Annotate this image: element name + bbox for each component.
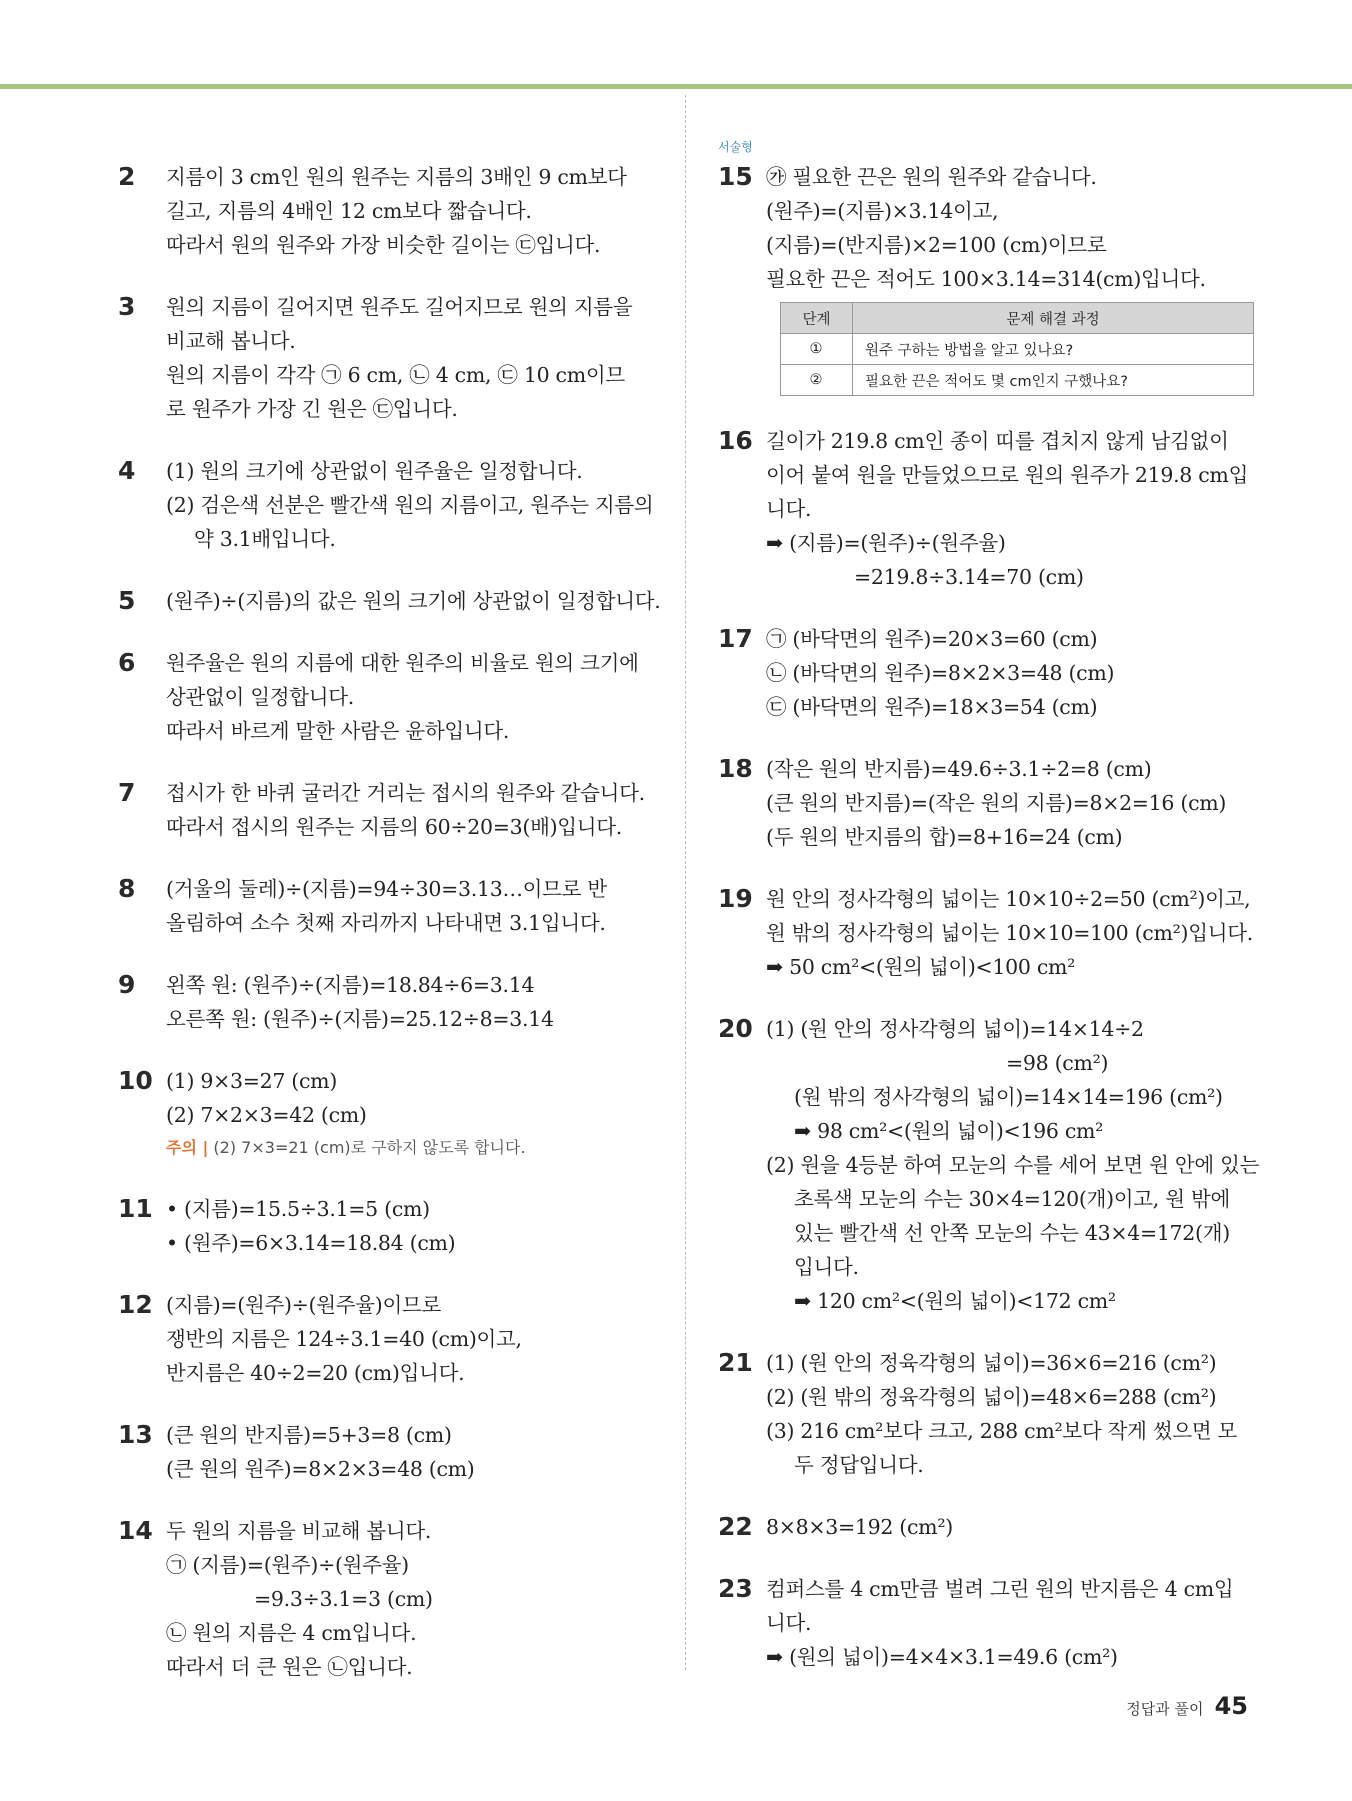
problem-number: 8 — [118, 874, 136, 903]
answer-line: 초록색 모눈의 수는 30×4=120(개)이고, 원 밖에 — [794, 1187, 1230, 1211]
answer-line: ➡ (지름)=(원주)÷(원주율) — [766, 531, 1006, 555]
problem-number: 12 — [118, 1290, 153, 1319]
answer-line: 접시가 한 바퀴 굴러간 거리는 접시의 원주와 같습니다. — [166, 781, 645, 805]
answer-line: 필요한 끈은 적어도 100×3.14=314(cm)입니다. — [766, 267, 1206, 291]
table-cell-step: ① — [781, 334, 853, 365]
answer-line: ㉠ (지름)=(원주)÷(원주율) — [166, 1553, 409, 1577]
table-cell-process: 원주 구하는 방법을 알고 있나요? — [853, 334, 1254, 365]
answer-line: 로 원주가 가장 긴 원은 ㉢입니다. — [166, 397, 458, 421]
answer-line: (1) (원 안의 정사각형의 넓이)=14×14÷2 — [766, 1017, 1144, 1041]
answer-line: 8×8×3=192 (cm²) — [766, 1515, 953, 1539]
table-row — [781, 365, 1254, 396]
top-accent-bar — [0, 84, 1352, 89]
answer-line: (원주)=(지름)×3.14이고, — [766, 199, 999, 223]
answer-line: 원주율은 원의 지름에 대한 원주의 비율로 원의 크기에 — [166, 651, 639, 675]
answer-line: =9.3÷3.1=3 (cm) — [254, 1587, 433, 1611]
problem-16 — [718, 424, 1248, 594]
problem-number: 7 — [118, 778, 136, 807]
problem-number: 19 — [718, 884, 753, 913]
answer-line: (지름)=(반지름)×2=100 (cm)이므로 — [766, 233, 1107, 257]
problem-21 — [718, 1346, 1248, 1482]
answer-line: (큰 원의 원주)=8×2×3=48 (cm) — [166, 1457, 475, 1481]
problem-22 — [718, 1510, 1248, 1544]
answer-line: (큰 원의 반지름)=(작은 원의 지름)=8×2=16 (cm) — [766, 791, 1227, 815]
problem-number: 9 — [118, 970, 136, 999]
problem-20 — [718, 1012, 1260, 1318]
problem-number: 6 — [118, 648, 136, 677]
answer-line: 원 안의 정사각형의 넓이는 10×10÷2=50 (cm²)이고, — [766, 887, 1251, 911]
answer-line: 길이가 219.8 cm인 종이 띠를 겹치지 않게 남김없이 — [766, 429, 1229, 453]
answer-line: (2) 원을 4등분 하여 모눈의 수를 세어 보면 원 안에 있는 — [766, 1153, 1260, 1177]
table-header-step: 단계 — [781, 303, 853, 334]
problem-2 — [118, 160, 658, 262]
answer-line: 두 원의 지름을 비교해 봅니다. — [166, 1519, 432, 1543]
answer-line: 상관없이 일정합니다. — [166, 685, 354, 709]
answer-line: 원의 지름이 길어지면 원주도 길어지므로 원의 지름을 — [166, 295, 633, 319]
answer-line: • (지름)=15.5÷3.1=5 (cm) — [166, 1197, 430, 1221]
answer-line: =219.8÷3.14=70 (cm) — [854, 565, 1084, 589]
problem-11 — [118, 1192, 658, 1260]
answer-line: 비교해 봅니다. — [166, 329, 296, 353]
answer-line: (2) 검은색 선분은 빨간색 원의 지름이고, 원주는 지름의 — [166, 493, 654, 517]
problem-19 — [718, 882, 1253, 984]
answer-line: 니다. — [766, 1611, 812, 1635]
answer-line: (1) (원 안의 정육각형의 넓이)=36×6=216 (cm²) — [766, 1351, 1217, 1375]
answer-line: ㉡ (바닥면의 원주)=8×2×3=48 (cm) — [766, 661, 1115, 685]
answer-line: (지름)=(원주)÷(원주율)이므로 — [166, 1293, 441, 1317]
problem-number: 5 — [118, 586, 136, 615]
problem-number: 2 — [118, 162, 136, 191]
problem-number: 17 — [718, 624, 753, 653]
answer-line: 이어 붙여 원을 만들었으므로 원의 원주가 219.8 cm입 — [766, 463, 1249, 487]
table-header-process: 문제 해결 과정 — [853, 303, 1254, 334]
answer-line: (원 밖의 정사각형의 넓이)=14×14=196 (cm²) — [794, 1085, 1223, 1109]
page-number: 45 — [1214, 1692, 1248, 1720]
answer-line: 쟁반의 지름은 124÷3.1=40 (cm)이고, — [166, 1327, 522, 1351]
problem-3 — [118, 290, 658, 426]
problem-number: 15 — [718, 162, 753, 191]
answer-line: ➡ 98 cm²<(원의 넓이)<196 cm² — [794, 1119, 1104, 1143]
table-cell-step: ② — [781, 365, 853, 396]
answer-line: (2) 7×2×3=42 (cm) — [166, 1103, 367, 1127]
problem-12 — [118, 1288, 658, 1390]
answer-line: 따라서 바르게 말한 사람은 윤하입니다. — [166, 719, 510, 743]
caution-tag: 주의 | — [166, 1138, 209, 1157]
answer-line: 있는 빨간색 선 안쪽 모눈의 수는 43×4=172(개) — [794, 1221, 1230, 1245]
problem-18 — [718, 752, 1248, 854]
answer-line: ㉮ 필요한 끈은 원의 원주와 같습니다. — [766, 165, 1097, 189]
problem-number: 21 — [718, 1348, 753, 1377]
answer-line: ㉢ (바닥면의 원주)=18×3=54 (cm) — [766, 695, 1098, 719]
footer-section-label: 정답과 풀이 — [1126, 1700, 1204, 1718]
problem-number: 16 — [718, 426, 753, 455]
answer-line: (원주)÷(지름)의 값은 원의 크기에 상관없이 일정합니다. — [166, 589, 661, 613]
answer-line: 원 밖의 정사각형의 넓이는 10×10=100 (cm²)입니다. — [766, 921, 1253, 945]
answer-line: 약 3.1배입니다. — [194, 527, 336, 551]
answer-line: (1) 9×3=27 (cm) — [166, 1069, 338, 1093]
problem-23 — [718, 1572, 1248, 1674]
caution-note — [166, 1132, 658, 1164]
answer-line: (두 원의 반지름의 합)=8+16=24 (cm) — [766, 825, 1123, 849]
problem-number: 10 — [118, 1066, 153, 1095]
table-cell-process: 필요한 끈은 적어도 몇 cm인지 구했나요? — [853, 365, 1254, 396]
problem-number: 4 — [118, 456, 136, 485]
answer-line: 반지름은 40÷2=20 (cm)입니다. — [166, 1361, 465, 1385]
answer-line: 올림하여 소수 첫째 자리까지 나타내면 3.1입니다. — [166, 911, 606, 935]
answer-line: (큰 원의 반지름)=5+3=8 (cm) — [166, 1423, 452, 1447]
problem-4 — [118, 454, 658, 556]
answer-line: ㉠ (바닥면의 원주)=20×3=60 (cm) — [766, 627, 1098, 651]
table-header-row — [781, 303, 1254, 334]
answer-line: (3) 216 cm²보다 크고, 288 cm²보다 작게 썼으면 모 — [766, 1419, 1238, 1443]
answer-line: 따라서 접시의 원주는 지름의 60÷20=3(배)입니다. — [166, 815, 622, 839]
problem-number: 18 — [718, 754, 753, 783]
problem-number: 11 — [118, 1194, 153, 1223]
column-divider — [685, 95, 686, 1670]
answer-line: ➡ 50 cm²<(원의 넓이)<100 cm² — [766, 955, 1076, 979]
answer-line: (1) 원의 크기에 상관없이 원주율은 일정합니다. — [166, 459, 583, 483]
answer-line: 따라서 원의 원주와 가장 비슷한 길이는 ㉢입니다. — [166, 233, 601, 257]
problem-number: 23 — [718, 1574, 753, 1603]
problem-8 — [118, 872, 658, 940]
problem-number: 13 — [118, 1420, 153, 1449]
answer-line: 길고, 지름의 4배인 12 cm보다 짧습니다. — [166, 199, 532, 223]
problem-17 — [718, 622, 1248, 724]
table-row — [781, 334, 1254, 365]
answer-line: 왼쪽 원: (원주)÷(지름)=18.84÷6=3.14 — [166, 973, 535, 997]
problem-6 — [118, 646, 658, 748]
answer-line: ➡ (원의 넓이)=4×4×3.1=49.6 (cm²) — [766, 1645, 1118, 1669]
answer-line: 니다. — [766, 497, 812, 521]
problem-number: 3 — [118, 292, 136, 321]
answer-line: 컴퍼스를 4 cm만큼 벌려 그린 원의 반지름은 4 cm입 — [766, 1577, 1234, 1601]
answer-line: (거울의 둘레)÷(지름)=94÷30=3.13…이므로 반 — [166, 877, 607, 901]
answer-line: ㉡ 원의 지름은 4 cm입니다. — [166, 1621, 417, 1645]
page-footer — [1126, 1692, 1248, 1720]
answer-line: =98 (cm²) — [1006, 1051, 1109, 1075]
answer-line: 오른쪽 원: (원주)÷(지름)=25.12÷8=3.14 — [166, 1007, 554, 1031]
answer-line: 따라서 더 큰 원은 ㉡입니다. — [166, 1655, 413, 1679]
problem-5 — [118, 584, 661, 618]
problem-13 — [118, 1418, 658, 1486]
answer-line: ➡ 120 cm²<(원의 넓이)<172 cm² — [794, 1289, 1116, 1313]
problem-number: 22 — [718, 1512, 753, 1541]
answer-line: • (원주)=6×3.14=18.84 (cm) — [166, 1231, 456, 1255]
scoring-rubric-table — [780, 302, 1254, 396]
right-column — [718, 140, 1260, 1702]
problem-7 — [118, 776, 658, 844]
answer-line: 두 정답입니다. — [794, 1453, 924, 1477]
left-column — [118, 160, 661, 1712]
essay-type-tag: 서술형 — [718, 140, 753, 154]
answer-line: (2) (원 밖의 정육각형의 넓이)=48×6=288 (cm²) — [766, 1385, 1217, 1409]
problem-14 — [118, 1514, 658, 1684]
problem-number: 14 — [118, 1516, 153, 1545]
answer-line: 원의 지름이 각각 ㉠ 6 cm, ㉡ 4 cm, ㉢ 10 cm이므 — [166, 363, 625, 387]
problem-9 — [118, 968, 658, 1036]
problem-number: 20 — [718, 1014, 753, 1043]
caution-text: (2) 7×3=21 (cm)로 구하지 않도록 합니다. — [213, 1138, 526, 1157]
problem-10 — [118, 1064, 658, 1164]
answer-line: 지름이 3 cm인 원의 원주는 지름의 3배인 9 cm보다 — [166, 165, 627, 189]
problem-15 — [718, 140, 1248, 396]
answer-line: 입니다. — [794, 1255, 859, 1279]
answer-line: (작은 원의 반지름)=49.6÷3.1÷2=8 (cm) — [766, 757, 1152, 781]
